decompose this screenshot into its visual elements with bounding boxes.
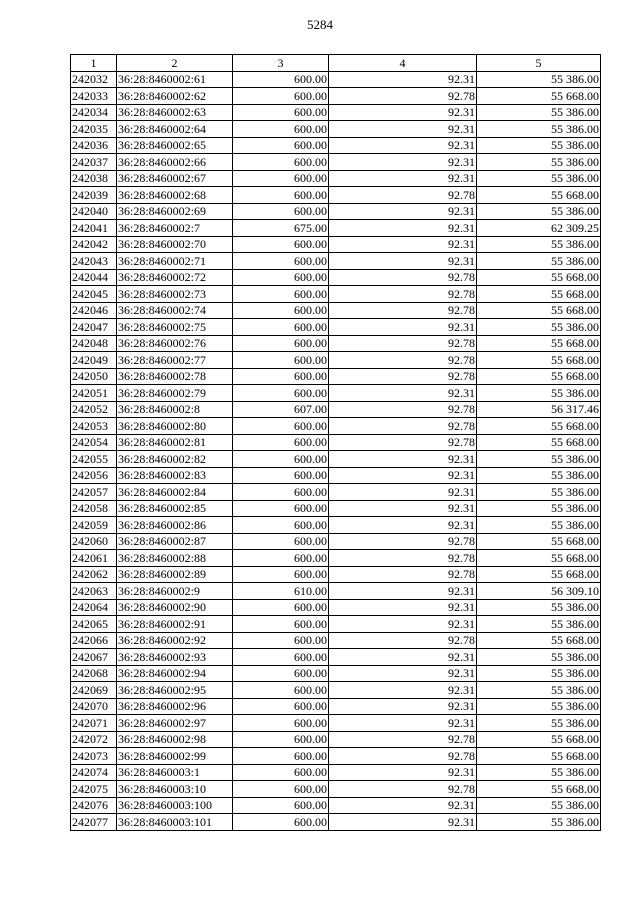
cadastral-number-cell: 36:28:8460002:7 (117, 220, 233, 237)
cadastral-number-cell: 36:28:8460002:62 (117, 88, 233, 105)
rate-cell: 92.31 (329, 797, 477, 814)
rate-cell: 92.78 (329, 187, 477, 204)
cadastral-number-cell: 36:28:8460002:93 (117, 649, 233, 666)
row-number-cell: 242069 (71, 682, 117, 699)
area-cell: 600.00 (233, 698, 329, 715)
rate-cell: 92.31 (329, 154, 477, 171)
rate-cell: 92.31 (329, 715, 477, 732)
cadastral-value-cell: 55 386.00 (477, 500, 601, 517)
cadastral-value-cell: 55 668.00 (477, 302, 601, 319)
area-cell: 600.00 (233, 797, 329, 814)
area-cell: 600.00 (233, 154, 329, 171)
table-row (71, 682, 601, 699)
row-number-cell: 242033 (71, 88, 117, 105)
table-row (71, 467, 601, 484)
row-number-cell: 242067 (71, 649, 117, 666)
cadastral-number-cell: 36:28:8460002:70 (117, 236, 233, 253)
table-row (71, 451, 601, 468)
column-header-1: 1 (71, 55, 117, 72)
rate-cell: 92.78 (329, 632, 477, 649)
row-number-cell: 242048 (71, 335, 117, 352)
table-row (71, 121, 601, 138)
header-row (71, 55, 601, 72)
cadastral-number-cell: 36:28:8460003:1 (117, 764, 233, 781)
cadastral-number-cell: 36:28:8460002:63 (117, 104, 233, 121)
cadastral-number-cell: 36:28:8460002:88 (117, 550, 233, 567)
row-number-cell: 242073 (71, 748, 117, 765)
area-cell: 600.00 (233, 335, 329, 352)
row-number-cell: 242068 (71, 665, 117, 682)
cadastral-number-cell: 36:28:8460002:94 (117, 665, 233, 682)
table-row (71, 269, 601, 286)
row-number-cell: 242034 (71, 104, 117, 121)
area-cell: 600.00 (233, 104, 329, 121)
rate-cell: 92.78 (329, 352, 477, 369)
cadastral-value-cell: 55 386.00 (477, 236, 601, 253)
table-row (71, 583, 601, 600)
area-cell: 600.00 (233, 748, 329, 765)
row-number-cell: 242063 (71, 583, 117, 600)
cadastral-number-cell: 36:28:8460002:92 (117, 632, 233, 649)
cadastral-value-cell: 56 309.10 (477, 583, 601, 600)
area-cell: 607.00 (233, 401, 329, 418)
table-row (71, 484, 601, 501)
cadastral-value-cell: 55 386.00 (477, 319, 601, 336)
cadastral-number-cell: 36:28:8460002:75 (117, 319, 233, 336)
area-cell: 600.00 (233, 302, 329, 319)
row-number-cell: 242045 (71, 286, 117, 303)
cadastral-value-cell: 55 386.00 (477, 203, 601, 220)
cadastral-value-cell: 55 386.00 (477, 253, 601, 270)
cadastral-number-cell: 36:28:8460002:71 (117, 253, 233, 270)
cadastral-number-cell: 36:28:8460002:77 (117, 352, 233, 369)
cadastral-number-cell: 36:28:8460002:80 (117, 418, 233, 435)
rate-cell: 92.78 (329, 368, 477, 385)
cadastral-value-cell: 55 668.00 (477, 187, 601, 204)
area-cell: 675.00 (233, 220, 329, 237)
cadastral-value-cell: 55 386.00 (477, 104, 601, 121)
table-row (71, 170, 601, 187)
area-cell: 600.00 (233, 682, 329, 699)
rate-cell: 92.78 (329, 434, 477, 451)
table-row (71, 253, 601, 270)
cadastral-value-cell: 55 386.00 (477, 385, 601, 402)
rate-cell: 92.31 (329, 484, 477, 501)
cadastral-number-cell: 36:28:8460002:82 (117, 451, 233, 468)
cadastral-value-cell: 55 386.00 (477, 517, 601, 534)
rate-cell: 92.78 (329, 748, 477, 765)
cadastral-value-cell: 55 668.00 (477, 533, 601, 550)
row-number-cell: 242050 (71, 368, 117, 385)
rate-cell: 92.31 (329, 583, 477, 600)
area-cell: 600.00 (233, 88, 329, 105)
rate-cell: 92.31 (329, 649, 477, 666)
table-row (71, 764, 601, 781)
area-cell: 600.00 (233, 665, 329, 682)
cadastral-number-cell: 36:28:8460003:101 (117, 814, 233, 831)
column-header-2: 2 (117, 55, 233, 72)
table-row (71, 154, 601, 171)
table-row (71, 649, 601, 666)
cadastral-value-cell: 55 668.00 (477, 566, 601, 583)
cadastral-number-cell: 36:28:8460002:69 (117, 203, 233, 220)
area-cell: 610.00 (233, 583, 329, 600)
row-number-cell: 242044 (71, 269, 117, 286)
area-cell: 600.00 (233, 236, 329, 253)
area-cell: 600.00 (233, 517, 329, 534)
row-number-cell: 242051 (71, 385, 117, 402)
row-number-cell: 242070 (71, 698, 117, 715)
rate-cell: 92.31 (329, 665, 477, 682)
area-cell: 600.00 (233, 781, 329, 798)
row-number-cell: 242042 (71, 236, 117, 253)
cadastral-value-cell: 55 668.00 (477, 368, 601, 385)
column-header-4: 4 (329, 55, 477, 72)
rate-cell: 92.31 (329, 137, 477, 154)
cadastral-value-table (70, 54, 601, 831)
rate-cell: 92.31 (329, 467, 477, 484)
cadastral-value-cell: 55 668.00 (477, 418, 601, 435)
area-cell: 600.00 (233, 814, 329, 831)
area-cell: 600.00 (233, 715, 329, 732)
row-number-cell: 242039 (71, 187, 117, 204)
rate-cell: 92.78 (329, 731, 477, 748)
row-number-cell: 242057 (71, 484, 117, 501)
table-row (71, 781, 601, 798)
area-cell: 600.00 (233, 286, 329, 303)
rate-cell: 92.31 (329, 121, 477, 138)
cadastral-number-cell: 36:28:8460002:86 (117, 517, 233, 534)
table-row (71, 220, 601, 237)
table-row (71, 236, 601, 253)
row-number-cell: 242032 (71, 71, 117, 88)
row-number-cell: 242075 (71, 781, 117, 798)
table-row (71, 401, 601, 418)
row-number-cell: 242058 (71, 500, 117, 517)
rate-cell: 92.31 (329, 500, 477, 517)
area-cell: 600.00 (233, 599, 329, 616)
cadastral-number-cell: 36:28:8460002:65 (117, 137, 233, 154)
column-header-5: 5 (477, 55, 601, 72)
rate-cell: 92.78 (329, 335, 477, 352)
cadastral-number-cell: 36:28:8460002:98 (117, 731, 233, 748)
cadastral-value-cell: 55 668.00 (477, 731, 601, 748)
table-row (71, 550, 601, 567)
rate-cell: 92.31 (329, 319, 477, 336)
cadastral-value-cell: 55 386.00 (477, 137, 601, 154)
table-row (71, 599, 601, 616)
cadastral-number-cell: 36:28:8460003:100 (117, 797, 233, 814)
cadastral-number-cell: 36:28:8460002:72 (117, 269, 233, 286)
cadastral-value-cell: 55 668.00 (477, 781, 601, 798)
table-row (71, 434, 601, 451)
rate-cell: 92.31 (329, 104, 477, 121)
area-cell: 600.00 (233, 550, 329, 567)
table-row (71, 137, 601, 154)
area-cell: 600.00 (233, 451, 329, 468)
cadastral-value-cell: 55 668.00 (477, 748, 601, 765)
cadastral-value-cell: 55 386.00 (477, 797, 601, 814)
cadastral-value-cell: 55 386.00 (477, 814, 601, 831)
row-number-cell: 242077 (71, 814, 117, 831)
cadastral-number-cell: 36:28:8460003:10 (117, 781, 233, 798)
rate-cell: 92.78 (329, 286, 477, 303)
page-number: 5284 (307, 17, 333, 32)
cadastral-number-cell: 36:28:8460002:61 (117, 71, 233, 88)
table-row (71, 302, 601, 319)
table-row (71, 500, 601, 517)
area-cell: 600.00 (233, 418, 329, 435)
row-number-cell: 242047 (71, 319, 117, 336)
cadastral-value-cell: 55 386.00 (477, 467, 601, 484)
table-row (71, 418, 601, 435)
cadastral-number-cell: 36:28:8460002:68 (117, 187, 233, 204)
table-row (71, 385, 601, 402)
area-cell: 600.00 (233, 616, 329, 633)
table-row (71, 731, 601, 748)
row-number-cell: 242076 (71, 797, 117, 814)
cadastral-value-cell: 55 386.00 (477, 121, 601, 138)
rate-cell: 92.78 (329, 269, 477, 286)
table-row (71, 632, 601, 649)
table-row (71, 715, 601, 732)
table-row (71, 335, 601, 352)
row-number-cell: 242038 (71, 170, 117, 187)
row-number-cell: 242061 (71, 550, 117, 567)
cadastral-value-cell: 55 386.00 (477, 71, 601, 88)
table-header (71, 55, 601, 72)
rate-cell: 92.31 (329, 814, 477, 831)
table-body (71, 71, 601, 830)
table-row (71, 187, 601, 204)
area-cell: 600.00 (233, 533, 329, 550)
cadastral-number-cell: 36:28:8460002:99 (117, 748, 233, 765)
cadastral-value-cell: 55 668.00 (477, 632, 601, 649)
cadastral-value-cell: 55 386.00 (477, 698, 601, 715)
cadastral-number-cell: 36:28:8460002:73 (117, 286, 233, 303)
cadastral-number-cell: 36:28:8460002:84 (117, 484, 233, 501)
rate-cell: 92.78 (329, 302, 477, 319)
area-cell: 600.00 (233, 352, 329, 369)
cadastral-number-cell: 36:28:8460002:66 (117, 154, 233, 171)
cadastral-value-cell: 55 668.00 (477, 434, 601, 451)
cadastral-value-cell: 55 386.00 (477, 665, 601, 682)
row-number-cell: 242041 (71, 220, 117, 237)
rate-cell: 92.31 (329, 71, 477, 88)
rate-cell: 92.31 (329, 599, 477, 616)
area-cell: 600.00 (233, 187, 329, 204)
row-number-cell: 242055 (71, 451, 117, 468)
cadastral-number-cell: 36:28:8460002:85 (117, 500, 233, 517)
cadastral-number-cell: 36:28:8460002:89 (117, 566, 233, 583)
table-row (71, 814, 601, 831)
cadastral-value-cell: 55 668.00 (477, 88, 601, 105)
rate-cell: 92.31 (329, 682, 477, 699)
table-row (71, 286, 601, 303)
rate-cell: 92.78 (329, 550, 477, 567)
area-cell: 600.00 (233, 484, 329, 501)
rate-cell: 92.31 (329, 170, 477, 187)
rate-cell: 92.31 (329, 517, 477, 534)
area-cell: 600.00 (233, 203, 329, 220)
row-number-cell: 242043 (71, 253, 117, 270)
cadastral-value-cell: 55 386.00 (477, 764, 601, 781)
row-number-cell: 242071 (71, 715, 117, 732)
row-number-cell: 242066 (71, 632, 117, 649)
cadastral-number-cell: 36:28:8460002:74 (117, 302, 233, 319)
area-cell: 600.00 (233, 368, 329, 385)
table-row (71, 88, 601, 105)
rate-cell: 92.78 (329, 418, 477, 435)
row-number-cell: 242049 (71, 352, 117, 369)
row-number-cell: 242074 (71, 764, 117, 781)
area-cell: 600.00 (233, 137, 329, 154)
cadastral-value-cell: 55 386.00 (477, 484, 601, 501)
table-row (71, 797, 601, 814)
cadastral-value-cell: 55 386.00 (477, 154, 601, 171)
area-cell: 600.00 (233, 71, 329, 88)
row-number-cell: 242072 (71, 731, 117, 748)
cadastral-number-cell: 36:28:8460002:90 (117, 599, 233, 616)
column-header-3: 3 (233, 55, 329, 72)
row-number-cell: 242065 (71, 616, 117, 633)
row-number-cell: 242064 (71, 599, 117, 616)
row-number-cell: 242035 (71, 121, 117, 138)
cadastral-value-cell: 55 668.00 (477, 352, 601, 369)
rate-cell: 92.78 (329, 88, 477, 105)
cadastral-value-cell: 56 317.46 (477, 401, 601, 418)
area-cell: 600.00 (233, 731, 329, 748)
row-number-cell: 242056 (71, 467, 117, 484)
cadastral-number-cell: 36:28:8460002:87 (117, 533, 233, 550)
area-cell: 600.00 (233, 434, 329, 451)
cadastral-value-cell: 55 668.00 (477, 286, 601, 303)
cadastral-value-cell: 55 386.00 (477, 649, 601, 666)
rate-cell: 92.78 (329, 401, 477, 418)
area-cell: 600.00 (233, 385, 329, 402)
rate-cell: 92.31 (329, 253, 477, 270)
rate-cell: 92.31 (329, 451, 477, 468)
area-cell: 600.00 (233, 566, 329, 583)
area-cell: 600.00 (233, 319, 329, 336)
table-row (71, 71, 601, 88)
area-cell: 600.00 (233, 500, 329, 517)
row-number-cell: 242046 (71, 302, 117, 319)
table-row (71, 203, 601, 220)
cadastral-value-cell: 55 668.00 (477, 269, 601, 286)
cadastral-number-cell: 36:28:8460002:9 (117, 583, 233, 600)
rate-cell: 92.31 (329, 616, 477, 633)
area-cell: 600.00 (233, 121, 329, 138)
table-row (71, 748, 601, 765)
table-row (71, 104, 601, 121)
table-row (71, 566, 601, 583)
table-row (71, 533, 601, 550)
area-cell: 600.00 (233, 253, 329, 270)
row-number-cell: 242040 (71, 203, 117, 220)
cadastral-number-cell: 36:28:8460002:96 (117, 698, 233, 715)
cadastral-number-cell: 36:28:8460002:67 (117, 170, 233, 187)
row-number-cell: 242036 (71, 137, 117, 154)
row-number-cell: 242054 (71, 434, 117, 451)
cadastral-number-cell: 36:28:8460002:95 (117, 682, 233, 699)
row-number-cell: 242037 (71, 154, 117, 171)
cadastral-value-cell: 55 386.00 (477, 682, 601, 699)
area-cell: 600.00 (233, 467, 329, 484)
cadastral-number-cell: 36:28:8460002:81 (117, 434, 233, 451)
table-row (71, 352, 601, 369)
area-cell: 600.00 (233, 632, 329, 649)
cadastral-number-cell: 36:28:8460002:8 (117, 401, 233, 418)
rate-cell: 92.31 (329, 698, 477, 715)
rate-cell: 92.78 (329, 566, 477, 583)
cadastral-value-cell: 55 386.00 (477, 715, 601, 732)
cadastral-number-cell: 36:28:8460002:91 (117, 616, 233, 633)
rate-cell: 92.31 (329, 203, 477, 220)
cadastral-number-cell: 36:28:8460002:78 (117, 368, 233, 385)
rate-cell: 92.31 (329, 385, 477, 402)
cadastral-value-cell: 55 668.00 (477, 550, 601, 567)
cadastral-value-cell: 55 386.00 (477, 170, 601, 187)
rate-cell: 92.31 (329, 764, 477, 781)
table-row (71, 368, 601, 385)
area-cell: 600.00 (233, 649, 329, 666)
cadastral-value-cell: 62 309.25 (477, 220, 601, 237)
table-row (71, 698, 601, 715)
row-number-cell: 242059 (71, 517, 117, 534)
rate-cell: 92.31 (329, 220, 477, 237)
cadastral-number-cell: 36:28:8460002:79 (117, 385, 233, 402)
row-number-cell: 242053 (71, 418, 117, 435)
row-number-cell: 242052 (71, 401, 117, 418)
cadastral-number-cell: 36:28:8460002:76 (117, 335, 233, 352)
area-cell: 600.00 (233, 269, 329, 286)
table-row (71, 665, 601, 682)
cadastral-number-cell: 36:28:8460002:64 (117, 121, 233, 138)
cadastral-number-cell: 36:28:8460002:97 (117, 715, 233, 732)
rate-cell: 92.78 (329, 533, 477, 550)
rate-cell: 92.78 (329, 781, 477, 798)
table-row (71, 517, 601, 534)
area-cell: 600.00 (233, 764, 329, 781)
cadastral-number-cell: 36:28:8460002:83 (117, 467, 233, 484)
cadastral-value-cell: 55 386.00 (477, 451, 601, 468)
cadastral-value-cell: 55 386.00 (477, 616, 601, 633)
table-row (71, 616, 601, 633)
table-row (71, 319, 601, 336)
cadastral-value-cell: 55 668.00 (477, 335, 601, 352)
area-cell: 600.00 (233, 170, 329, 187)
rate-cell: 92.31 (329, 236, 477, 253)
cadastral-value-cell: 55 386.00 (477, 599, 601, 616)
row-number-cell: 242062 (71, 566, 117, 583)
row-number-cell: 242060 (71, 533, 117, 550)
